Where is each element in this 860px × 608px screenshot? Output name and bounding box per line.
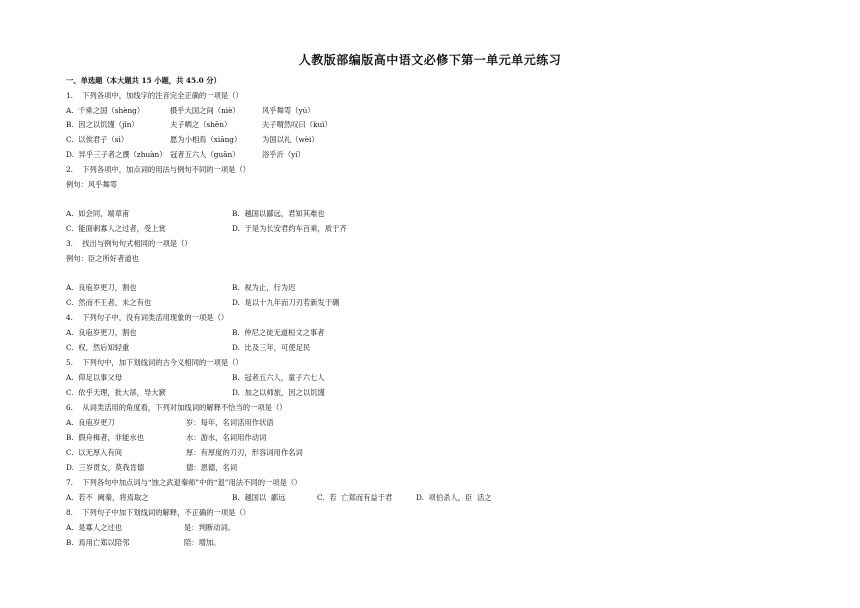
q2-option-d: D. 于是为长安君约车百乘，质于齐 bbox=[232, 224, 347, 233]
q6-option-a-explanation: 岁：每年，名词活用作状语 bbox=[186, 418, 274, 427]
q7-option-c: C. 若 亡郑而有益于君 bbox=[317, 493, 393, 502]
q1-option-d-3: 浴乎沂（yí） bbox=[262, 150, 305, 159]
q8-stem: 8. 下列句子中加下划线词的解释，不正确的一项是（） bbox=[66, 508, 251, 517]
page-title: 人教版部编版高中语文必修下第一单元单元练习 bbox=[298, 53, 562, 67]
q6-option-a-sentence: A. 良庖岁更刀 bbox=[66, 418, 115, 427]
q7-stem: 7. 下列各句中加点词与“蚀之武退秦师”中的“退”用法不同的一项是（） bbox=[66, 478, 302, 487]
q1-option-c-1: C. 以俟君子（sì） bbox=[66, 135, 129, 144]
q1-stem: 1. 下列各项中，加线字的注音完全正确的一项是（） bbox=[66, 91, 243, 100]
q1-option-c-2: 愿为小相焉（xiāng） bbox=[170, 135, 242, 144]
q3-option-d: D. 是以十九年而刀刃若新发于硎 bbox=[232, 298, 340, 307]
q1-option-a-2: 摄乎大国之间（niè） bbox=[170, 106, 240, 115]
q1-option-b-1: B. 因之以饥馑（jǐn） bbox=[66, 120, 139, 129]
q6-stem: 6. 从词类活用的角度看，下列对加线词的解释不恰当的一项是（） bbox=[66, 403, 287, 412]
q8-option-a-explanation: 是：判断动词。 bbox=[184, 523, 236, 532]
q7-option-d: D. 项伯杀人，臣 活之 bbox=[416, 493, 492, 502]
q6-option-d-explanation: 德：恩德，名词 bbox=[186, 463, 238, 472]
q8-option-b-sentence: B. 焉用亡郑以陪邻 bbox=[66, 538, 130, 547]
q6-option-c-sentence: C. 以无厚入有间 bbox=[66, 448, 123, 457]
q1-option-a-1: A. 千乘之国（shèng） bbox=[66, 106, 145, 115]
q3-stem: 3. 找出与例句句式相同的一项是（） bbox=[66, 239, 192, 248]
q4-option-b: B. 仲尼之徒无道桓文之事者 bbox=[232, 328, 325, 337]
q3-option-b: B. 视为止，行为迟 bbox=[232, 283, 296, 292]
q6-option-b-sentence: B. 假舟楫者，非能水也 bbox=[66, 433, 144, 442]
q4-stem: 4. 下列句子中，没有词类活用现象的一项是（） bbox=[66, 313, 229, 322]
q4-option-a: A. 良庖岁更刀，割也 bbox=[66, 328, 137, 337]
q5-option-b: B. 冠者五六人，童子六七人 bbox=[232, 373, 325, 382]
q5-stem: 5. 下列句中，加下划线词的古今义相同的一项是（） bbox=[66, 358, 243, 367]
q2-option-a: A. 如会同，端章甫 bbox=[66, 209, 130, 218]
q1-option-c-3: 为国以礼（wèi） bbox=[262, 135, 319, 144]
q7-option-b: B. 越国以 鄙远 bbox=[232, 493, 286, 502]
section-heading: 一、单选题（本大题共 15 小题，共 45.0 分） bbox=[66, 76, 221, 85]
q1-option-d-1: D. 异乎三子者之撰（zhuàn） bbox=[66, 150, 167, 159]
q3-option-a: A. 良庖岁更刀，割也 bbox=[66, 283, 137, 292]
q6-option-c-explanation: 厚：有厚度的刀刃，形容词用作名词 bbox=[186, 448, 303, 457]
q2-option-c: C. 能面刺寡人之过者，受上赏 bbox=[66, 224, 166, 233]
q6-option-d-sentence: D. 三岁贯女，莫我肯德 bbox=[66, 463, 145, 472]
q5-option-d: D. 加之以师旅，因之以饥馑 bbox=[232, 388, 325, 397]
q2-option-b: B. 越国以鄙远，君知其难也 bbox=[232, 209, 325, 218]
q8-option-a-sentence: A. 是寡人之过也 bbox=[66, 523, 123, 532]
q4-option-d: D. 比及三年，可使足民 bbox=[232, 343, 311, 352]
q1-option-a-3: 风乎舞雩（yú） bbox=[262, 106, 315, 115]
q8-option-b-explanation: 陪：增加。 bbox=[184, 538, 221, 547]
q1-option-b-2: 夫子哂之（shěn） bbox=[170, 120, 232, 129]
q5-option-c: C. 依乎天理，批大郤，导大窾 bbox=[66, 388, 166, 397]
q1-option-b-3: 夫子喟然叹曰（kuì） bbox=[262, 120, 332, 129]
q3-option-c: C. 然而不王者，未之有也 bbox=[66, 298, 152, 307]
q6-option-b-explanation: 水：游水，名词用作动词 bbox=[186, 433, 267, 442]
q2-stem: 2. 下列各项中，加点词的用法与例句不同的一项是（） bbox=[66, 165, 251, 174]
q5-option-a: A. 仰足以事父母 bbox=[66, 373, 123, 382]
q1-option-d-2: 冠者五六人（guān） bbox=[170, 150, 240, 159]
q7-option-a: A. 若不 阙秦，将焉取之 bbox=[66, 493, 149, 502]
q2-example: 例句：风乎舞雩 bbox=[66, 180, 118, 189]
q4-option-c: C. 权，然后知轻重 bbox=[66, 343, 130, 352]
q3-example: 例句：臣之所好者道也 bbox=[66, 254, 139, 263]
